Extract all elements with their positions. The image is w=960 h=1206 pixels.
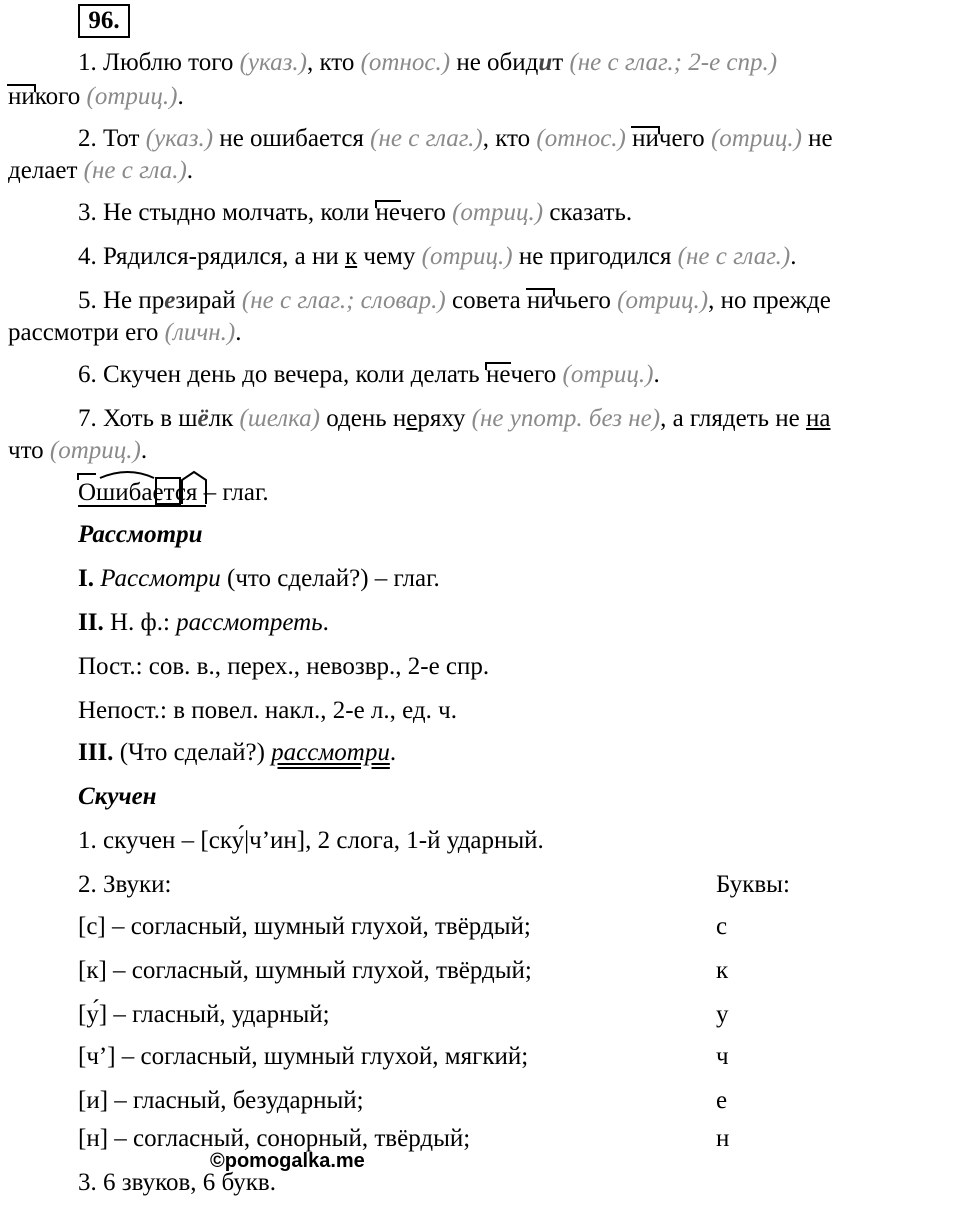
- parse1-line4: Непост.: в повел. накл., 2-е л., ед. ч.: [78, 697, 457, 724]
- watermark: ©pomogalka.me: [210, 1150, 365, 1172]
- sounds-header: 2. Звуки:: [78, 871, 172, 898]
- sound-row: [с] – согласный, шумный глухой, твёрдый;: [78, 913, 531, 940]
- sound-row: [ч’] – согласный, шумный глухой, мягкий;: [78, 1043, 529, 1070]
- parse2-line3: 3. 6 звуков, 6 букв.: [78, 1169, 276, 1196]
- sentence-2-cont: делает (не с гла.).: [8, 157, 194, 184]
- sound-row: [к] – согласный, шумный глухой, твёрдый;: [78, 957, 532, 984]
- sentence-6: 6. Скучен день до вечера, коли делать нечего (отриц.).: [78, 361, 660, 388]
- parse1-line1: I. Рассмотри (что сделай?) – глаг.: [78, 565, 440, 592]
- sentence-1-cont: никого (отриц.).: [8, 83, 184, 110]
- letter-cell: н: [716, 1125, 730, 1152]
- morphemic-parse: Ошибается – глаг.: [78, 479, 269, 506]
- parse1-line2: II. Н. ф.: рассмотреть.: [78, 609, 329, 636]
- sound-row: [у́] – гласный, ударный;: [78, 1001, 330, 1028]
- parse-title-1: Рассмотри: [78, 521, 203, 548]
- sentence-7-cont: что (отриц.).: [8, 437, 148, 464]
- morpheme-marks: [76, 468, 216, 514]
- letter-cell: е: [716, 1087, 728, 1114]
- parse2-line1: 1. скучен – [ску́|ч’ин], 2 слога, 1-й ударный.: [78, 827, 544, 854]
- letters-header: Буквы:: [716, 871, 790, 898]
- sound-row: [н] – согласный, сонорный, твёрдый;: [78, 1125, 471, 1152]
- parse1-line3: Пост.: сов. в., перех., невозвр., 2-е спр.: [78, 653, 490, 680]
- sound-row: [и] – гласный, безударный;: [78, 1087, 364, 1114]
- exercise-number: 96.: [78, 4, 130, 38]
- sentence-2: 2. Тот (указ.) не ошибается (не с глаг.), кто (относ.) ничего (отриц.) не: [78, 125, 833, 152]
- letter-cell: с: [716, 913, 728, 940]
- letter-cell: к: [716, 957, 729, 984]
- sentence-3: 3. Не стыдно молчать, коли нечего (отриц.) сказать.: [78, 199, 633, 226]
- parse1-line5: III. (Что сделай?) рассмотри.: [78, 739, 397, 766]
- sentence-1: 1. Люблю того (указ.), кто (относ.) не обидит (не с глаг.; 2-е спр.): [78, 49, 778, 76]
- parse-title-2: Скучен: [78, 783, 157, 810]
- letter-cell: ч: [716, 1043, 729, 1070]
- letter-cell: у: [716, 1001, 729, 1028]
- sentence-5-cont: рассмотри его (личн.).: [8, 319, 242, 346]
- morph-word: Ошибается: [78, 479, 198, 506]
- sentence-4: 4. Рядился-рядился, а ни к чему (отриц.) не пригодился (не с глаг.).: [78, 243, 797, 270]
- sentence-7: 7. Хоть в шёлк (шелка) одень неряху (не употр. без не), а глядеть не на: [78, 405, 831, 432]
- sentence-5: 5. Не презирай (не с глаг.; словар.) совета ничьего (отриц.), но прежде: [78, 287, 831, 314]
